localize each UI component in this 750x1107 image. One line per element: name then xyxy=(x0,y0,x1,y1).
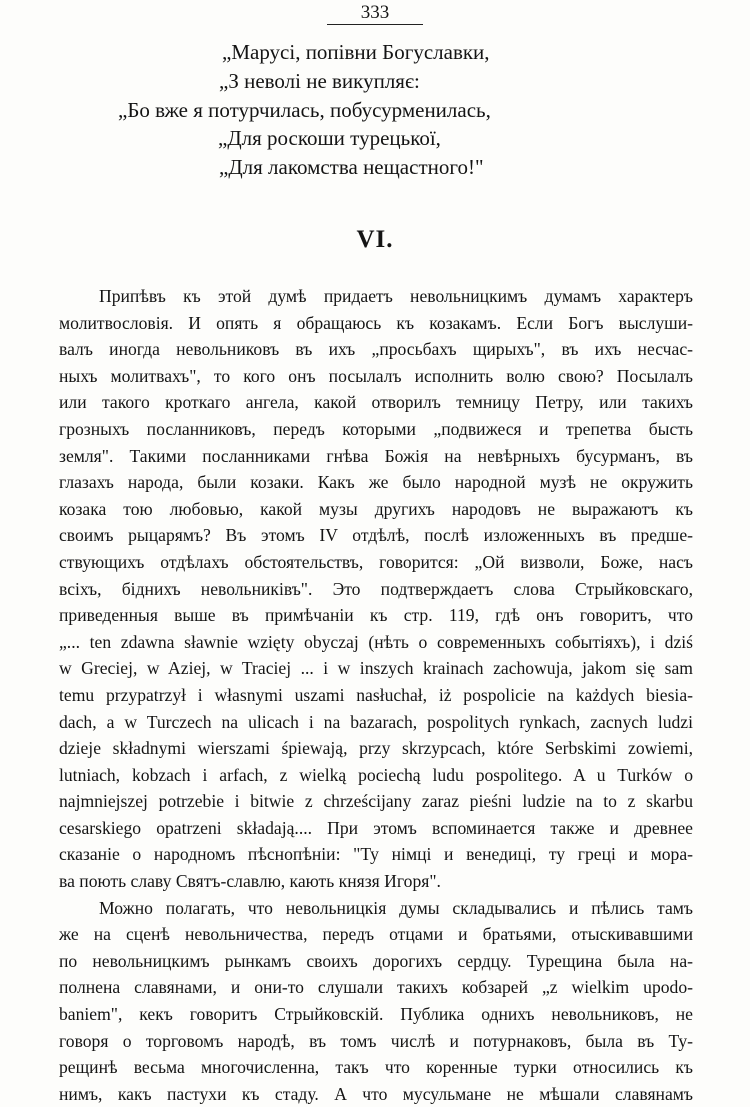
text-line: по невольницкимъ рынкамъ своихъ дорогихъ сердцу. Турещина была на- xyxy=(59,950,693,971)
text-line: lutniach, kobzach i arfach, z wielką pociechą ludu pospolitego. A u Turków o xyxy=(59,764,693,785)
paragraph-1 xyxy=(59,283,693,895)
verse-line: „Бо вже я потурчилась, побусурменилась, xyxy=(118,97,491,122)
text-line: всіхъ, біднихъ невольниківъ". Это подтверждаетъ слова Стрыйковскаго, xyxy=(59,578,693,599)
text-line: своимъ рыцарямъ? Въ этомъ IV отдѣлѣ, послѣ изложенныхъ въ предше- xyxy=(59,525,693,546)
text-line: ва поють славу Святъ-славлю, кають князя Игоря". xyxy=(59,871,441,892)
text-line: najmniejszej potrzebie i bitwie z chrześcijany zaraz pieśni ludzie na to z skarbu xyxy=(59,791,693,812)
page-number: 333 xyxy=(360,2,390,23)
text-line: полнена славянами, и они-то слушали такихъ кобзарей „z wielkim upodo- xyxy=(59,977,693,998)
text-line: Можно полагать, что невольницкія думы складывались и пѣлись тамъ xyxy=(99,897,693,918)
text-line: dzieje składnymi wierszami śpiewają, przy skrzypcach, które Serbskimi zowiemi, xyxy=(59,738,693,759)
text-line: baniem", кекъ говоритъ Стрыйковскій. Публика однихъ невольниковъ, не xyxy=(59,1004,693,1025)
verse-line: „Для роскоши турецької, xyxy=(218,126,441,151)
text-line: dach, a w Turczech na ulicach i na bazarach, pospolitych rynkach, zacnych ludzi xyxy=(59,711,693,732)
text-line: валъ иногда невольниковъ въ ихъ „просьбахъ щирыхъ", въ ихъ несчас- xyxy=(59,339,693,360)
text-line: или такого кроткаго ангела, какой отворилъ темницу Петру, или такихъ xyxy=(59,392,693,413)
verse-line: „З неволі не викупляє: xyxy=(219,68,420,93)
section-heading: VI. xyxy=(356,226,394,253)
paragraph-2 xyxy=(59,895,693,1107)
text-line: глазахъ народа, были козаки. Какъ же было народной музѣ не окружить xyxy=(59,472,693,493)
text-line: сказаніе о народномъ пѣснопѣніи: "Ту німці и венедиці, ту греці и мора- xyxy=(59,844,693,865)
text-line: грозныхъ посланниковъ, передъ которыми „подвижеся и трепетва бысть xyxy=(59,418,693,439)
verse-line: „Для лакомства нещастного!" xyxy=(219,155,484,180)
text-line: ныхъ молитвахъ", то кого онъ посылалъ исполнить волю свою? Посылалъ xyxy=(59,365,693,386)
verse-line: „Марусі, попівни Богуславки, xyxy=(222,40,490,64)
text-line: cesarskiego opatrzeni składają.... При этомъ вспоминается также и древнее xyxy=(59,817,693,838)
text-line: земля". Такими посланниками гнѣва Божія на невѣрныхъ бусурманъ, въ xyxy=(59,445,693,466)
text-line: „... ten zdawna sławnie wzięty obyczaj (нѣть о современныхъ событіяхъ), i dziś xyxy=(59,631,693,652)
page-number-rule xyxy=(327,24,423,25)
text-line: w Greciej, w Aziej, w Traciej ... i w inszych krainach zachowuja, jakom się sam xyxy=(59,658,693,679)
text-line: козака тою любовью, какой музы другихъ народовъ не выражаютъ къ xyxy=(59,498,693,519)
text-line: говоря о торговомъ народѣ, въ томъ числѣ и потурнаковъ, была въ Ту- xyxy=(59,1030,693,1051)
text-line: Припѣвъ къ этой думѣ придаетъ невольницкимъ думамъ характеръ xyxy=(99,286,693,306)
text-line: ствующихъ отдѣлахъ обстоятельствъ, говорится: „Ой визволи, Боже, насъ xyxy=(59,551,693,572)
text-line: temu przypatrzył i własnymi uszami nasłuchał, iż pospolicie na każdych biesia- xyxy=(59,684,693,705)
text-line: же на сценѣ невольничества, передъ отцами и братьями, отыскивавшими xyxy=(59,924,693,945)
text-line: молитвословія. И опять я обращаюсь къ козакамъ. Если Богъ выслуши- xyxy=(59,312,693,333)
text-line: нимъ, какъ пастухи къ стаду. А что мусульмане не мѣшали славянамъ xyxy=(59,1083,693,1104)
verse-block xyxy=(0,38,750,182)
body-text xyxy=(59,283,693,1107)
text-line: рещинѣ весьма многочисленна, такъ что коренные турки относились къ xyxy=(59,1057,693,1078)
text-line: приведенныя выше въ примѣчаніи къ стр. 119, гдѣ онъ говоритъ, что xyxy=(59,605,693,626)
